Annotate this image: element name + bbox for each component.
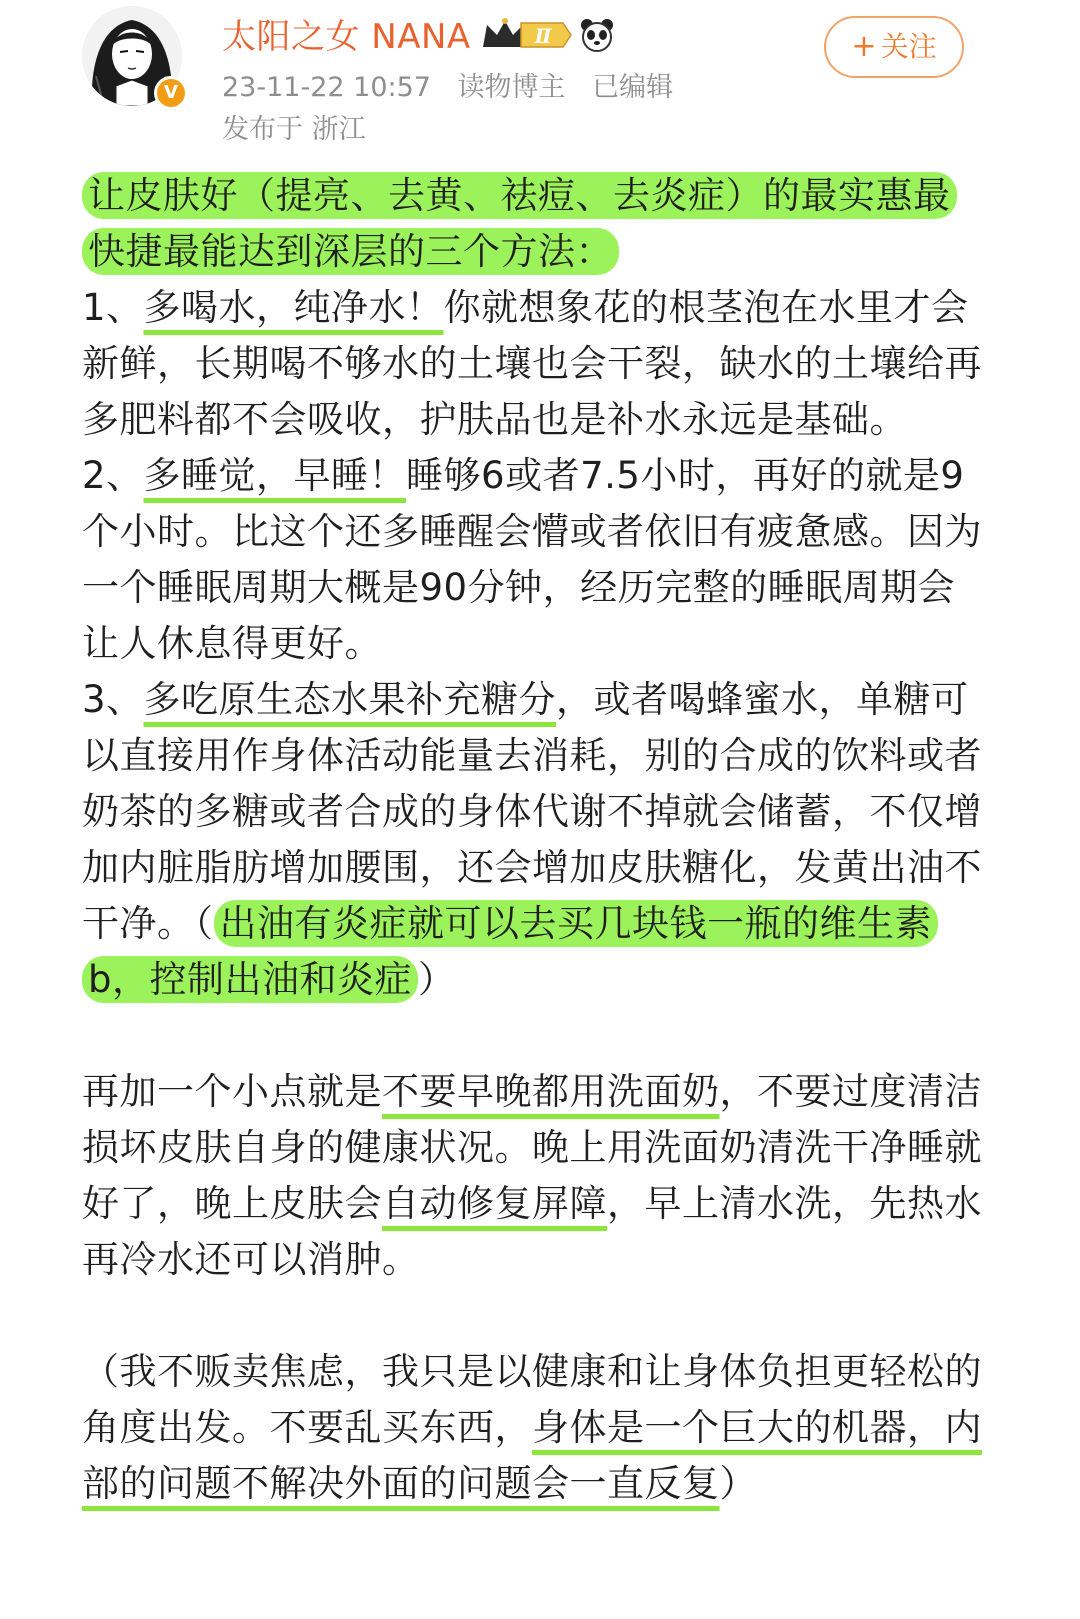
post-meta [222,68,691,108]
item-text: 你就想象花的根茎泡在水里才会新鲜，长期喝不够水的土壤也会干裂，缺水的土壤给再多肥料都不会吸收，护肤品也是补水永远是基础。 [82,286,982,441]
paragraph-gap [82,1288,982,1344]
closing-note-underlined: 身体是一个巨大的机器，内部的问题不解决外面的问题会一直反复 [82,1406,982,1505]
extra-tip-paragraph [82,1064,982,1288]
closing-note-paragraph [82,1344,982,1512]
item-number: 1、 [82,286,144,329]
item-underlined: 多睡觉，早睡！ [143,454,407,497]
extra-tip-text: ，不要过度清洁损坏皮肤自身的健康状况。晚上用洗面奶清洗干净睡就好了，晚上皮肤会 [82,1070,982,1225]
post-location: 发布于 浙江 [222,114,366,145]
closing-note-text: （我不贩卖焦虑，我只是以健康和让身体负担更轻松的角度出发。不要乱买东西， [82,1350,982,1449]
item-text: ，或者喝蜂蜜水，单糖可以直接用作身体活动能量去消耗，别的合成的饮料或者奶茶的多糖或者合成的身体代谢不掉就会储蓄，不仅增加内脏脂肪增加腰围，还会增加皮肤糖化，发黄出油不干净。（ [82,678,982,945]
item-highlight: 出油有炎症就可以去买几块钱一瓶的维生素b，控制出油和炎症 [82,900,938,1003]
item-close: ） [418,958,456,1001]
post-body [82,168,982,1512]
item-underlined: 多喝水，纯净水！ [143,286,444,329]
closing-note-close: ） [719,1462,757,1505]
edited-label[interactable]: 已编辑 [592,72,674,103]
post-timestamp: 23-11-22 10:57 [222,72,431,103]
verified-badge-icon: V [154,76,188,110]
level-badge-text: Ⅱ [534,24,552,48]
tip-item-3 [82,672,982,1008]
crown-level-badge-icon[interactable] [481,17,573,57]
tip-item-1 [82,280,982,448]
item-underlined: 多吃原生态水果补充糖分 [143,678,557,721]
panda-icon [579,17,615,57]
user-tag: 读物博主 [457,72,566,103]
paragraph-gap [82,1008,982,1064]
username[interactable]: 太阳之女 NANA [222,17,471,57]
name-row [222,14,615,60]
extra-tip-text: ，早上清水洗，先热水再冷水还可以消肿。 [82,1182,982,1281]
extra-tip-text: 再加一个小点就是 [82,1070,382,1113]
item-number: 2、 [82,454,144,497]
follow-button[interactable] [824,16,964,78]
plus-icon: + [851,29,877,64]
post-title-paragraph [82,168,982,280]
post-header [0,0,1080,160]
item-number: 3、 [82,678,144,721]
title-highlight: 让皮肤好（提亮、去黄、祛痘、去炎症）的最实惠最快捷最能达到深层的三个方法： [82,172,957,275]
follow-label: 关注 [880,30,937,63]
item-text: 睡够6或者7.5小时，再好的就是9个小时。比这个还多睡醒会懵或者依旧有疲惫感。因为一个睡眠周期大概是90分钟，经历完整的睡眠周期会让人休息得更好。 [82,454,982,665]
tip-item-2 [82,448,982,672]
extra-tip-underlined: 不要早晚都用洗面奶 [382,1070,720,1113]
extra-tip-underlined: 自动修复屏障 [382,1182,607,1225]
